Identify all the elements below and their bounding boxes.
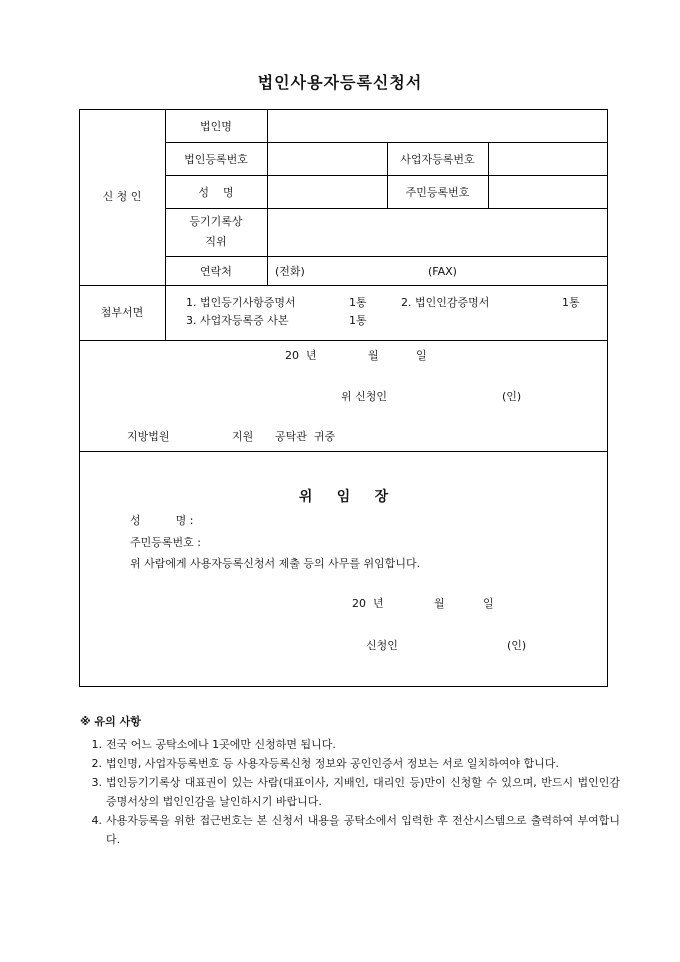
delegation-rrn-label: 주민등록번호 : xyxy=(130,536,201,549)
registry-position-label-2: 직위 xyxy=(205,235,227,248)
attachment-count: 1통 xyxy=(562,296,580,309)
registry-position-label-1: 등기기록상 xyxy=(189,215,243,228)
branch-label: 지원 xyxy=(232,430,254,443)
note-item xyxy=(80,811,620,849)
delegation-statement: 위 사람에게 사용자등록신청서 제출 등의 사무를 위임합니다. xyxy=(130,557,421,570)
signature-year: 20 년 xyxy=(285,349,317,362)
corp-name-label: 법인명 xyxy=(200,120,232,133)
attachment-item: 1. 법인등기사항증명서 xyxy=(186,296,296,309)
note-item xyxy=(80,773,620,811)
attachment-item: 3. 사업자등록증 사본 xyxy=(186,314,289,327)
note-number: 3. xyxy=(91,776,102,789)
note-number: 2. xyxy=(91,757,102,770)
attachments-label: 첨부서면 xyxy=(100,306,144,319)
delegation-seal: (인) xyxy=(507,639,527,652)
divider xyxy=(79,340,608,341)
signature-day: 일 xyxy=(416,349,427,362)
note-item xyxy=(80,735,620,754)
attachment-item: 2. 법인인감증명서 xyxy=(401,296,490,309)
name-field[interactable] xyxy=(268,176,387,208)
form-title: 법인사용자등록신청서 xyxy=(257,73,423,92)
delegation-name-label: 성 명 : xyxy=(130,514,194,527)
note-number: 4. xyxy=(91,814,102,827)
biz-reg-no-label: 사업자등록번호 xyxy=(400,153,475,166)
divider xyxy=(165,256,608,257)
delegation-day: 일 xyxy=(483,597,494,610)
note-text: 사용자등록을 위한 접근번호는 본 신청서 내용을 공탁소에서 입력한 후 전산시스템으로 출력하여 부여합니다. xyxy=(106,814,620,846)
phone-label: (전화) xyxy=(275,265,305,278)
note-text: 전국 어느 공탁소에나 1곳에만 신청하면 됩니다. xyxy=(106,738,336,751)
note-number: 1. xyxy=(91,738,102,751)
note-text: 법인명, 사업자등록번호 등 사용자등록신청 정보와 공인인증서 정보는 서로 일치하여야 합니다. xyxy=(106,757,559,770)
signature-seal: (인) xyxy=(502,390,522,403)
court-label: 지방법원 xyxy=(127,430,170,443)
corp-name-field[interactable] xyxy=(268,110,607,142)
delegation-month: 월 xyxy=(434,597,445,610)
office-label: 공탁관 귀중 xyxy=(275,430,336,443)
signature-month: 월 xyxy=(368,349,379,362)
divider xyxy=(79,285,608,286)
corp-reg-no-label: 법인등록번호 xyxy=(184,153,248,166)
note-item xyxy=(80,754,620,773)
attachment-count: 1통 xyxy=(349,296,367,309)
registry-position-field[interactable] xyxy=(268,209,607,256)
notes-section xyxy=(80,713,620,849)
attachment-count: 1통 xyxy=(349,314,367,327)
applicant-section-label: 신 청 인 xyxy=(102,190,142,203)
fax-label: (FAX) xyxy=(428,265,457,278)
biz-reg-no-field[interactable] xyxy=(489,143,607,175)
rrn-field[interactable] xyxy=(489,176,607,208)
delegation-year: 20 년 xyxy=(352,597,384,610)
name-label: 성 명 xyxy=(198,186,234,199)
corp-reg-no-field[interactable] xyxy=(268,143,387,175)
rrn-label: 주민등록번호 xyxy=(405,186,470,199)
signature-applicant-label: 위 신청인 xyxy=(341,390,388,403)
contact-label: 연락처 xyxy=(200,265,232,278)
notes-heading: ※ 유의 사항 xyxy=(80,715,141,728)
delegation-title: 위 임 장 xyxy=(298,489,389,505)
delegation-applicant-label: 신청인 xyxy=(366,639,398,652)
divider xyxy=(79,451,608,452)
note-text: 법인등기기록상 대표권이 있는 사람(대표이사, 지배인, 대리인 등)만이 신청할 수 있으며, 반드시 법인인감증명서상의 법인인감을 날인하시기 바랍니다. xyxy=(106,776,620,808)
